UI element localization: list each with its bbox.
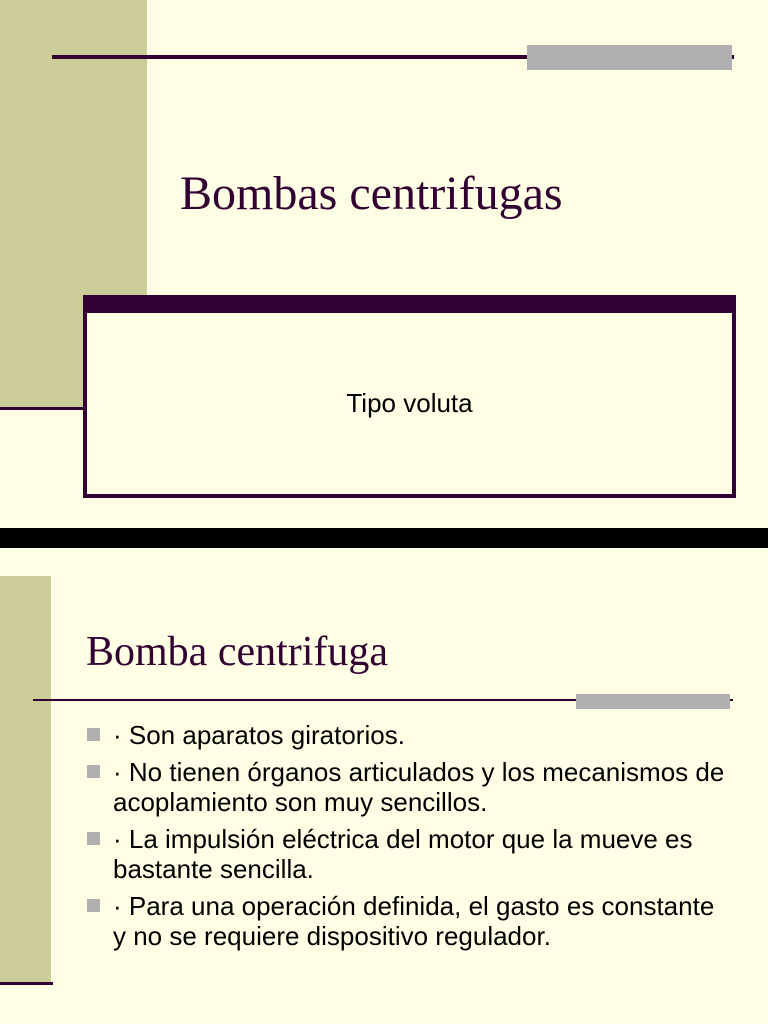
list-item-text: · La impulsión eléctrica del motor que la mueve es bastante sencilla. (113, 824, 693, 884)
sidebar-decoration (0, 576, 51, 982)
sidebar-line (0, 982, 53, 985)
slide-2 (0, 548, 768, 1024)
slide-title: Bombas centrifugas (180, 167, 563, 220)
list-item (86, 757, 726, 817)
square-bullet-icon (87, 765, 100, 778)
list-item-text: · Son aparatos giratorios. (113, 720, 405, 750)
list-item-text: · No tienen órganos articulados y los mecanismos de acoplamiento son muy sencillos. (113, 757, 725, 817)
list-item (86, 720, 726, 750)
subtitle-text: Tipo voluta (346, 388, 473, 418)
list-item (86, 891, 726, 951)
square-bullet-icon (87, 832, 100, 845)
list-item-text: · Para una operación definida, el gasto es constante y no se requiere dispositivo regulador. (113, 891, 715, 951)
square-bullet-icon (87, 728, 100, 741)
square-bullet-icon (87, 899, 100, 912)
subtitle-box (83, 295, 736, 498)
bullet-list (86, 720, 726, 958)
list-item (86, 824, 726, 884)
sidebar-line (0, 407, 86, 410)
gray-accent-bar (576, 694, 730, 709)
gray-accent-bar (527, 45, 732, 70)
slide-title: Bomba centrifuga (86, 629, 389, 675)
